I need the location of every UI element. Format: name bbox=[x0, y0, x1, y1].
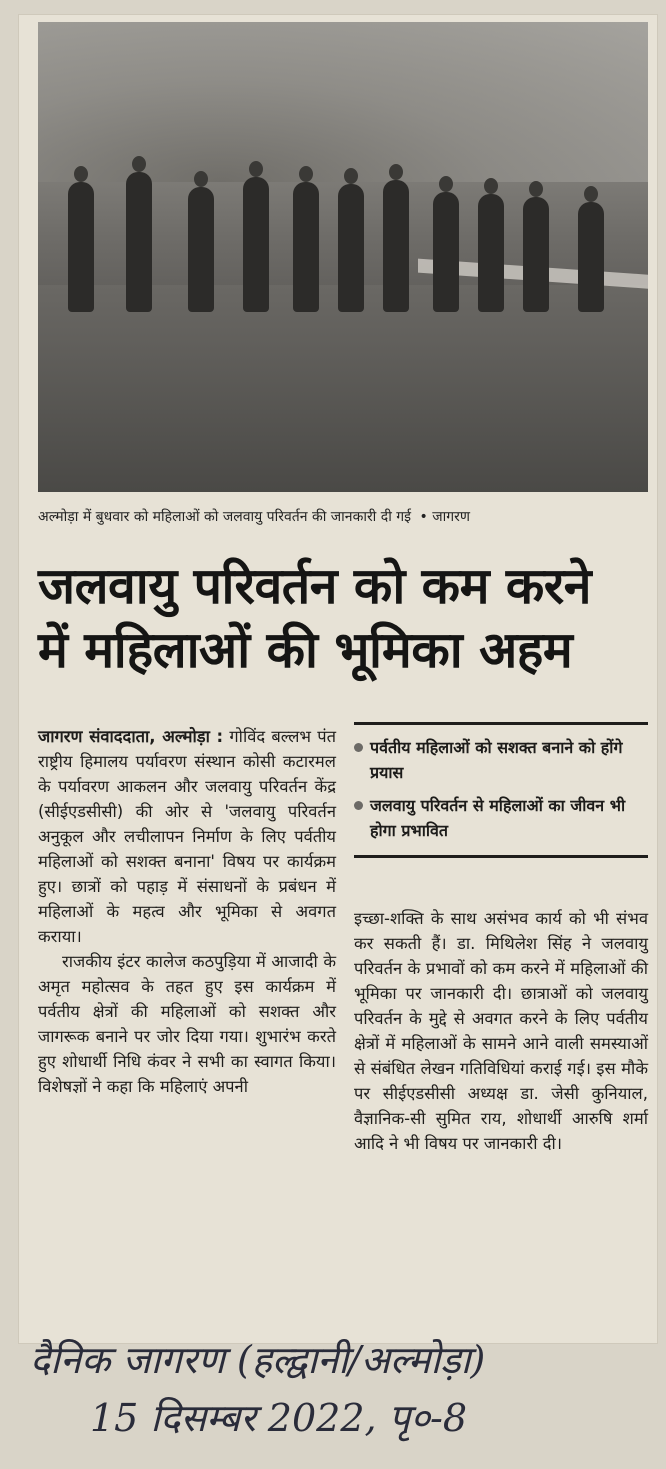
photo-person bbox=[338, 184, 364, 312]
photo-person bbox=[578, 202, 604, 312]
highlight-text: पर्वतीय महिलाओं को सशक्त बनाने को होंगे प्रयास bbox=[370, 738, 623, 782]
highlights-box bbox=[354, 722, 648, 858]
bullet-icon bbox=[354, 801, 363, 810]
highlight-text: जलवायु परिवर्तन से महिलाओं का जीवन भी होगा प्रभावित bbox=[370, 796, 626, 840]
paragraph-1: गोविंद बल्लभ पंत राष्ट्रीय हिमालय पर्यावरण संस्थान कोसी कटारमल के पर्यावरण आकलन और जलवायु परिवर्तन केंद्र (सीईएडसीसी) की ओर से 'जलवायु परिवर्तन अनुकूल और लचीलापन निर्माण के लिए पर्वतीय महिलाओं को सशक्त बनाना' विषय पर कार्यक्रम हुए। छात्रों को पहाड़ में संसाधनों के प्रबंधन में महिलाओं के महत्व और भूमिका से अवगत कराया। bbox=[38, 727, 336, 946]
dateline: जागरण संवाददाता, अल्मोड़ा : bbox=[38, 727, 224, 746]
photo-person bbox=[478, 194, 504, 312]
photo-person bbox=[68, 182, 94, 312]
photo-person bbox=[126, 172, 152, 312]
photo-hillside bbox=[38, 22, 648, 182]
highlight-item bbox=[354, 735, 648, 785]
photo-credit: • जागरण bbox=[419, 509, 470, 525]
photo-caption bbox=[38, 508, 648, 526]
bullet-icon bbox=[354, 743, 363, 752]
article-column-left bbox=[38, 724, 336, 1099]
photo-person bbox=[383, 180, 409, 312]
photo-person bbox=[523, 197, 549, 312]
paragraph-2: राजकीय इंटर कालेज कठपुड़िया में आजादी के अमृत महोत्सव के तहत हुए इस कार्यक्रम में पर्वतीय क्षेत्रों की महिलाओं को सशक्त और जागरूक बनाने पर जोर दिया गया। शुभारंभ करते हुए शोधार्थी निधि कंवर ने सभी का स्वागत किया। विशेषज्ञों ने कहा कि महिलाएं अपनी bbox=[38, 952, 336, 1096]
news-photo bbox=[38, 22, 648, 492]
paragraph-3: इच्छा-शक्ति के साथ असंभव कार्य को भी संभव कर सकती हैं। डा. मिथिलेश सिंह ने जलवायु परिवर्तन के प्रभावों को कम करने में महिलाओं की भूमिका पर जानकारी दी। छात्राओं को जलवायु परिवर्तन के मुद्दे से अवगत करने के लिए पर्वतीय क्षेत्रों में महिलाओं के सामने आने वाली समस्याओं से संबंधित लेखन गतिविधियां कराई गई। इस मौके पर सीईएडसीसी अध्यक्ष डा. जेसी कुनियाल, वैज्ञानिक-सी सुमित राय, शोधार्थी आरुषि शर्मा आदि ने भी विषय पर जानकारी दी। bbox=[354, 909, 648, 1153]
headline-line-1: जलवायु परिवर्तन को कम करने bbox=[38, 557, 591, 615]
newspaper-clipping bbox=[18, 14, 658, 1344]
photo-person bbox=[243, 177, 269, 312]
caption-text: अल्मोड़ा में बुधवार को महिलाओं को जलवायु परिवर्तन की जानकारी दी गई bbox=[38, 509, 412, 525]
photo-ground bbox=[38, 285, 648, 492]
handwritten-date-note: 15 दिसम्बर 2022, पृ०-8 bbox=[90, 1396, 468, 1440]
headline-line-2: में महिलाओं की भूमिका अहम bbox=[38, 621, 573, 679]
handwritten-source-note: दैनिक जागरण (हल्द्वानी/अल्मोड़ा) bbox=[30, 1338, 486, 1382]
headline bbox=[38, 554, 658, 682]
photo-person bbox=[293, 182, 319, 312]
photo-person bbox=[433, 192, 459, 312]
article-column-right bbox=[354, 906, 648, 1156]
photo-person bbox=[188, 187, 214, 312]
highlight-item bbox=[354, 793, 648, 843]
